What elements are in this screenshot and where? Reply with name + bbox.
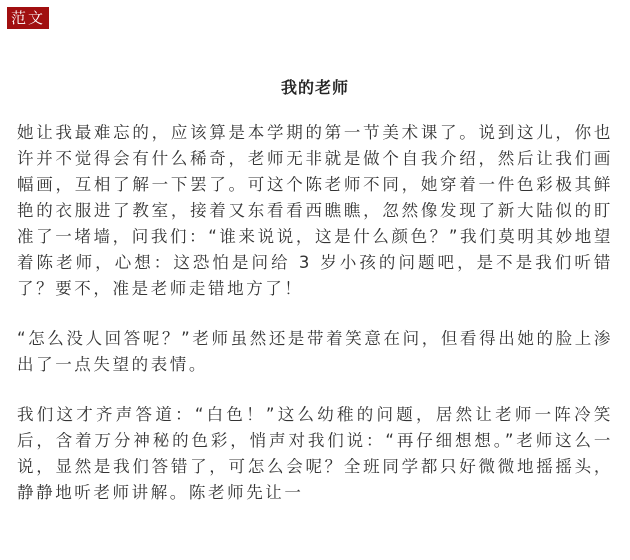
paragraph-3: 我们这才齐声答道：“白色！”这么幼稚的问题，居然让老师一阵冷笑后，含着万分神秘的色彩，悄声对我们说：“再仔细想想。”老师这么一说，显然是我们答错了，可怎么会呢？全班同学都只好微微地摇摇头，静静地听老师讲解。陈老师先让一 xyxy=(17,405,613,502)
article-body xyxy=(17,120,613,530)
category-tag: 范文 xyxy=(7,7,49,29)
article-title: 我的老师 xyxy=(280,78,349,97)
paragraph-1: 她让我最难忘的，应该算是本学期的第一节美术课了。说到这儿，你也许并不觉得会有什么稀奇，老师无非就是做个自我介绍，然后让我们画幅画，互相了解一下罢了。可这个陈老师不同，她穿着一件色彩极其鲜艳的衣服进了教室，接着又东看看西瞧瞧，忽然像发现了新大陆似的盯准了一堵墙，问我们：“谁来说说，这是什么颜色？”我们莫明其妙地望着陈老师，心想：这恐怕是问给 3 岁小孩的问题吧，是不是我们听错了？要不，准是老师走错地方了！ xyxy=(17,123,613,298)
paragraph-2: “怎么没人回答呢？”老师虽然还是带着笑意在问，但看得出她的脸上渗出了一点失望的表情。 xyxy=(17,329,613,374)
